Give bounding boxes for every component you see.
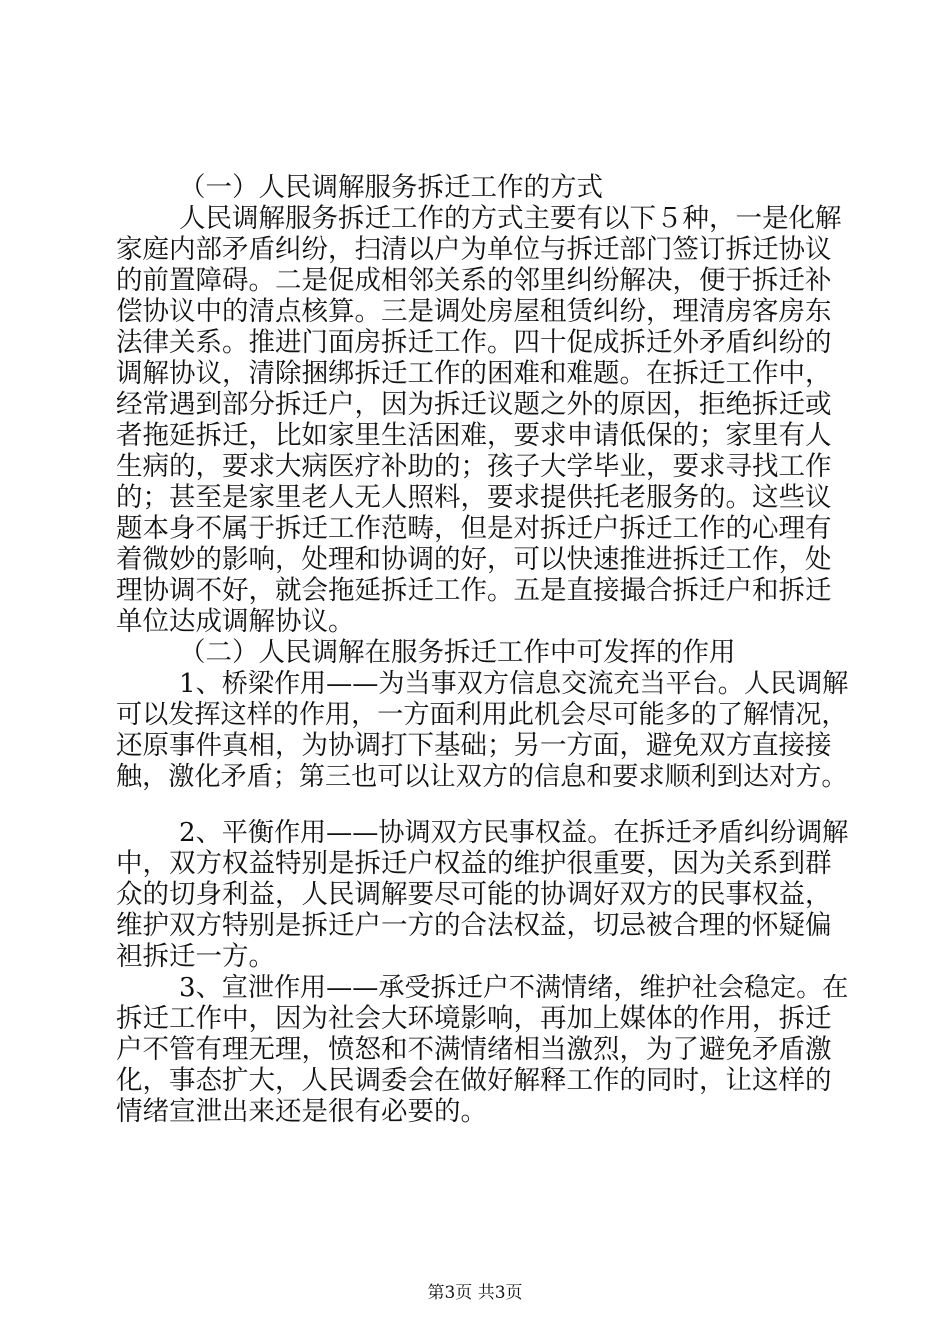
paragraph-line: 2、平衡作用——协调双方民事权益。在拆迁矛盾纠纷调解 xyxy=(179,818,849,848)
paragraph-line: 还原事件真相，为协调打下基础；另一方面，避免双方直接接 xyxy=(116,730,832,761)
paragraph-line: 情绪宣泄出来还是很有必要的。 xyxy=(116,1096,487,1127)
paragraph-line: 单位达成调解协议。 xyxy=(116,606,355,637)
paragraph-line: 1、桥梁作用——为当事双方信息交流充当平台。人民调解 xyxy=(179,669,849,699)
paragraph-line: 家庭内部矛盾纠纷，扫清以户为单位与拆迁部门签订拆迁协议 xyxy=(116,234,832,265)
paragraph-line: 化，事态扩大，人民调委会在做好解释工作的同时，让这样的 xyxy=(116,1065,832,1096)
paragraph-line: 题本身不属于拆迁工作范畴，但是对拆迁户拆迁工作的心理有 xyxy=(116,513,832,544)
paragraph-line: 3、宣泄作用——承受拆迁户不满情绪，维护社会稳定。在 xyxy=(179,973,849,1003)
paragraph-line: 生病的，要求大病医疗补助的；孩子大学毕业，要求寻找工作 xyxy=(116,451,832,482)
paragraph-line: 人民调解服务拆迁工作的方式主要有以下５种，一是化解 xyxy=(179,203,842,234)
paragraph-line: 中，双方权益特别是拆迁户权益的维护很重要，因为关系到群 xyxy=(116,848,832,879)
paragraph-line: 触，激化矛盾；第三也可以让双方的信息和要求顺利到达对方。 xyxy=(116,762,848,792)
paragraph-line: 的前置障碍。二是促成相邻关系的邻里纠纷解决，便于拆迁补 xyxy=(116,265,832,296)
paragraph-line: 法律关系。推进门面房拆迁工作。四十促成拆迁外矛盾纠纷的 xyxy=(116,327,832,358)
paragraph-line: 维护双方特别是拆迁户一方的合法权益，切忌被合理的怀疑偏 xyxy=(116,910,832,941)
paragraph-line: 理协调不好，就会拖延拆迁工作。五是直接撮合拆迁户和拆迁 xyxy=(116,575,832,606)
paragraph-line: 拆迁工作中，因为社会大环境影响，再加上媒体的作用，拆迁 xyxy=(116,1003,832,1034)
paragraph-line: 众的切身利益，人民调解要尽可能的协调好双方的民事权益， xyxy=(116,879,832,910)
paragraph-line: 的；甚至是家里老人无人照料，要求提供托老服务的。这些议 xyxy=(116,482,832,513)
section-heading-2: （二）人民调解在服务拆迁工作中可发挥的作用 xyxy=(179,637,736,668)
paragraph-line: 经常遇到部分拆迁户，因为拆迁议题之外的原因，拒绝拆迁或 xyxy=(116,389,832,420)
paragraph-line: 袒拆迁一方。 xyxy=(116,941,275,972)
section-heading-1: （一）人民调解服务拆迁工作的方式 xyxy=(179,172,603,203)
paragraph-line: 偿协议中的清点核算。三是调处房屋租赁纠纷，理清房客房东 xyxy=(116,296,832,327)
paragraph-line: 可以发挥这样的作用，一方面利用此机会尽可能多的了解情况， xyxy=(116,700,848,730)
paragraph-line: 调解协议，清除捆绑拆迁工作的困难和难题。在拆迁工作中， xyxy=(116,358,832,389)
paragraph-line: 户不管有理无理，愤怒和不满情绪相当激烈，为了避免矛盾激 xyxy=(116,1034,832,1065)
paragraph-line: 者拖延拆迁，比如家里生活困难，要求申请低保的；家里有人 xyxy=(116,420,832,451)
paragraph-line: 着微妙的影响，处理和协调的好，可以快速推进拆迁工作，处 xyxy=(116,544,832,575)
page-number-footer: 第3页 共3页 xyxy=(427,1283,523,1303)
